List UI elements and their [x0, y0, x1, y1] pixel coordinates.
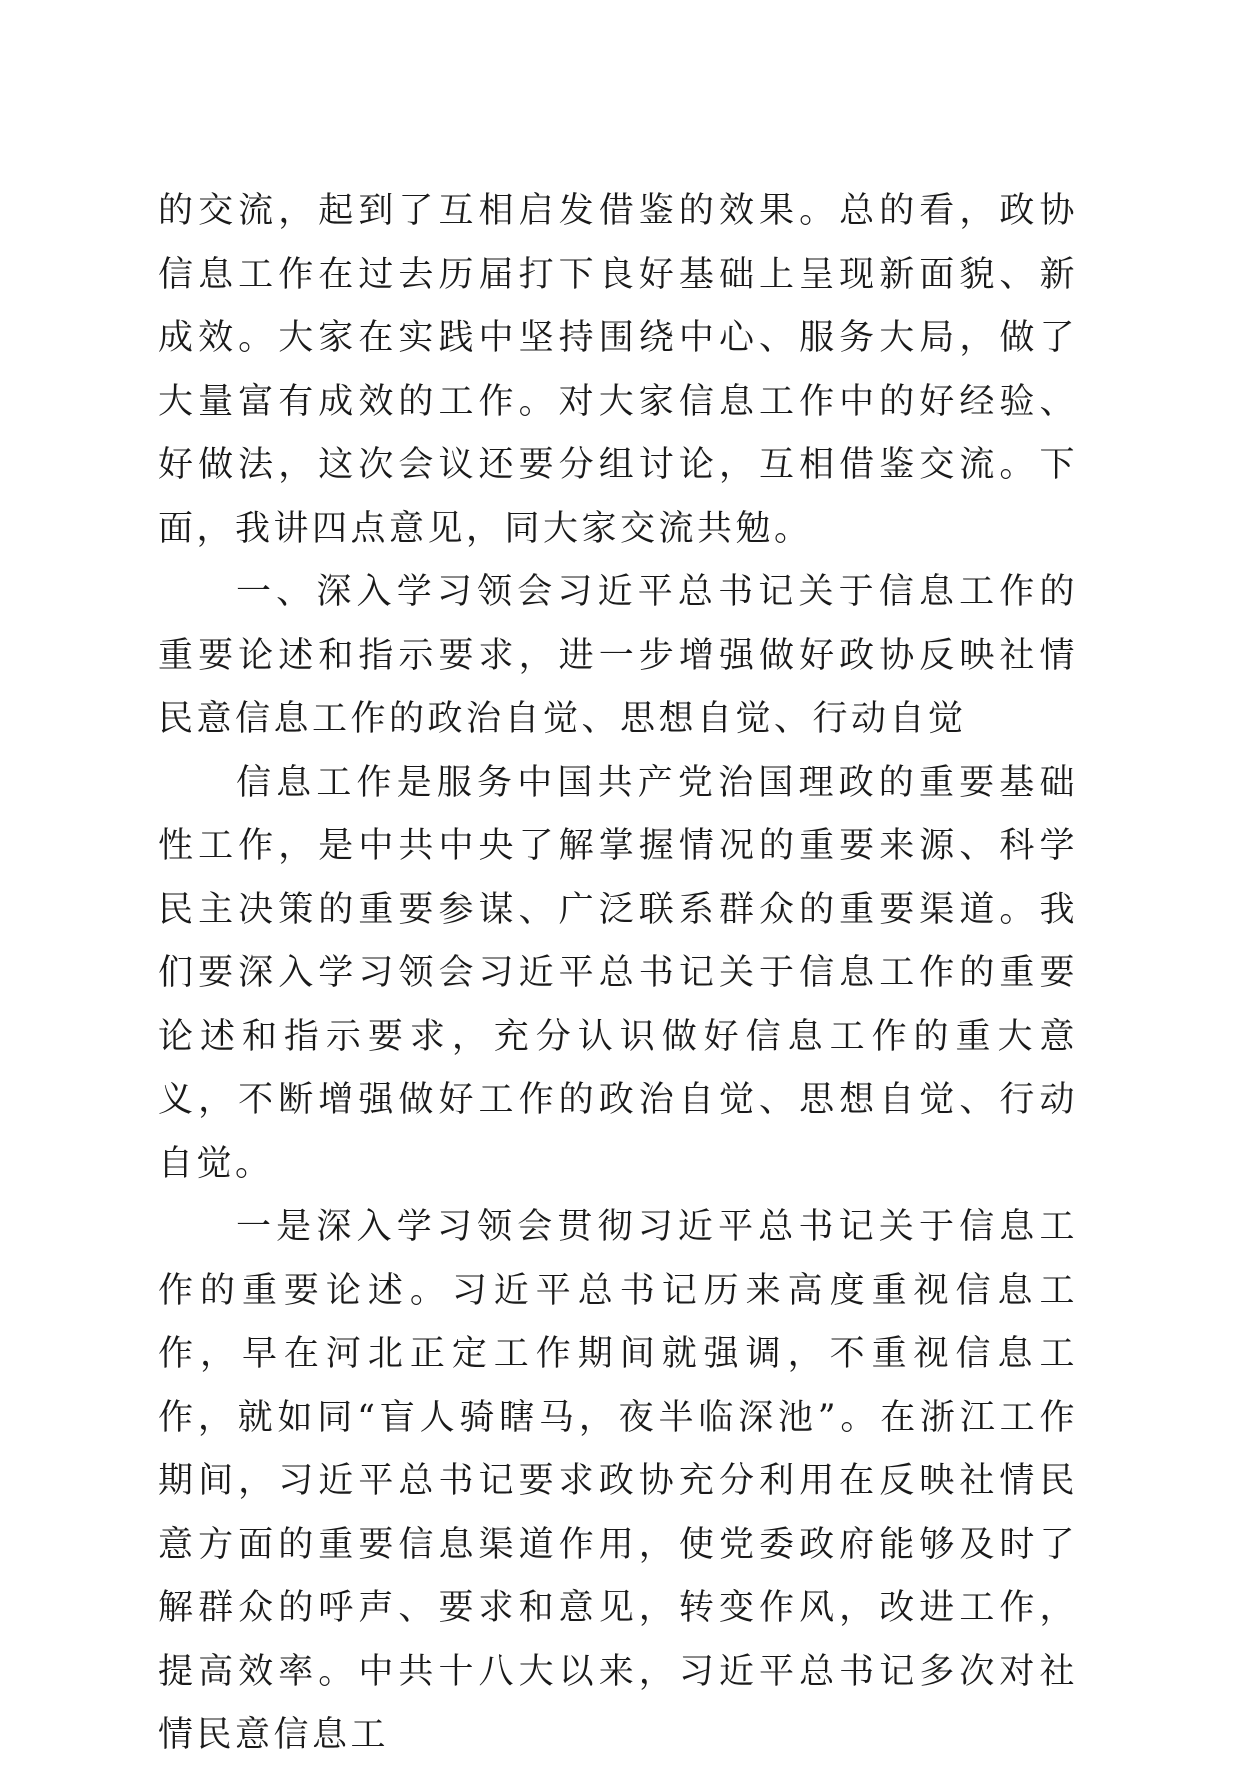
document-page: [158, 180, 1078, 1768]
paragraph-info-work: 信息工作是服务中国共产党治国理政的重要基础性工作，是中共中央了解掌握情况的重要来源、科学民主决策的重要参谋、广泛联系群众的重要渠道。我们要深入学习领会习近平总书记关于信息工作的重要论述和指示要求，充分认识做好信息工作的重大意义，不断增强做好工作的政治自觉、思想自觉、行动自觉。: [158, 762, 1078, 1184]
paragraph-continuation: 的交流，起到了互相启发借鉴的效果。总的看，政协信息工作在过去历届打下良好基础上呈现新面貌、新成效。大家在实践中坚持围绕中心、服务大局，做了大量富有成效的工作。对大家信息工作中的好经验、好做法，这次会议还要分组讨论，互相借鉴交流。下面，我讲四点意见，同大家交流共勉。: [158, 191, 1078, 549]
paragraph-point-one: 一是深入学习领会贯彻习近平总书记关于信息工作的重要论述。习近平总书记历来高度重视信息工作，早在河北正定工作期间就强调，不重视信息工作，就如同“盲人骑瞎马，夜半临深池”。在浙江工作期间，习近平总书记要求政协充分利用在反映社情民意方面的重要信息渠道作用，使党委政府能够及时了解群众的呼声、要求和意见，转变作风，改进工作，提高效率。中共十八大以来，习近平总书记多次对社情民意信息工: [158, 1207, 1078, 1755]
section-heading-one: 一、深入学习领会习近平总书记关于信息工作的重要论述和指示要求，进一步增强做好政协反映社情民意信息工作的政治自觉、思想自觉、行动自觉: [158, 572, 1078, 739]
